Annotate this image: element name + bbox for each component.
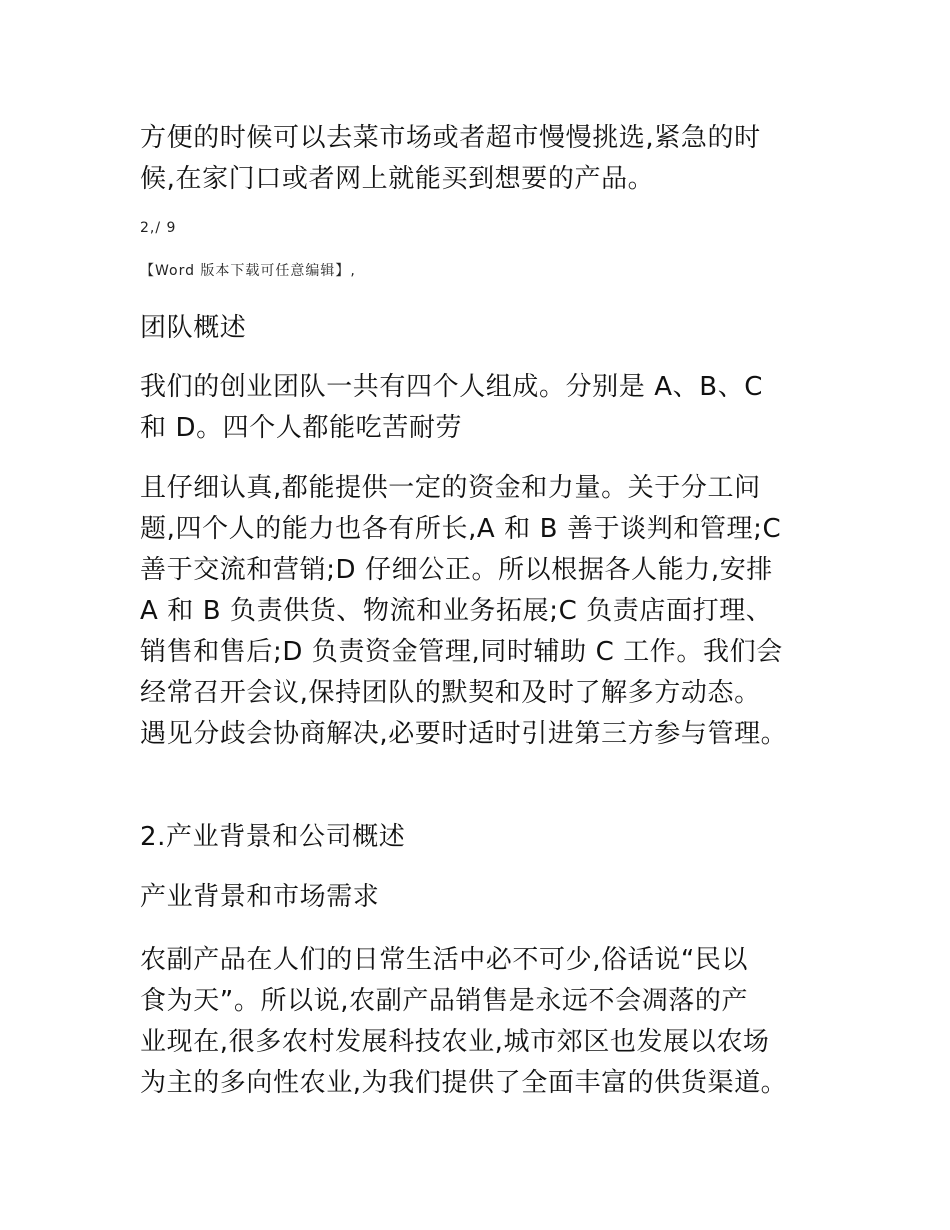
- team-paragraph-1: 我们的创业团队一共有四个人组成。分别是 A、B、C 和 D。四个人都能吃苦耐劳: [140, 372, 764, 443]
- page-number: 2,/ 9: [140, 220, 177, 236]
- subsection-heading: 产业背景和市场需求: [140, 882, 380, 912]
- industry-paragraph: 农副产品在人们的日常生活中必不可少,俗话说“民以 食为天”。所以说,农副产品销售是永远不会凋落的产 业现在,很多农村发展科技农业,城市郊区也发展以农场 为主的多向性农业,为我们提供了全面丰富的供货渠道。: [140, 945, 788, 1098]
- team-overview-heading: 团队概述: [140, 313, 247, 343]
- word-version-note: 【Word 版本下载可任意编辑】,: [140, 263, 356, 279]
- team-paragraph-2: 且仔细认真,都能提供一定的资金和力量。关于分工问 题,四个人的能力也各有所长,A 和 B 善于谈判和管理;C 善于交流和营销;D 仔细公正。所以根据各人能力,安排 A 和 B 负责供货、物流和业务拓展;C 负责店面打理、 销售和售后;D 负责资金管理,同时辅助 C 工作。我们会 经常召开会议,保持团队的默契和及时了解多方动态。 遇见分歧会协商解决,必要时适时引进第三方参与管理。: [140, 473, 788, 749]
- intro-paragraph: 方便的时候可以去菜市场或者超市慢慢挑选,紧急的时 候,在家门口或者网上就能买到想要的产品。: [140, 123, 761, 194]
- section-heading: 2.产业背景和公司概述: [140, 822, 406, 852]
